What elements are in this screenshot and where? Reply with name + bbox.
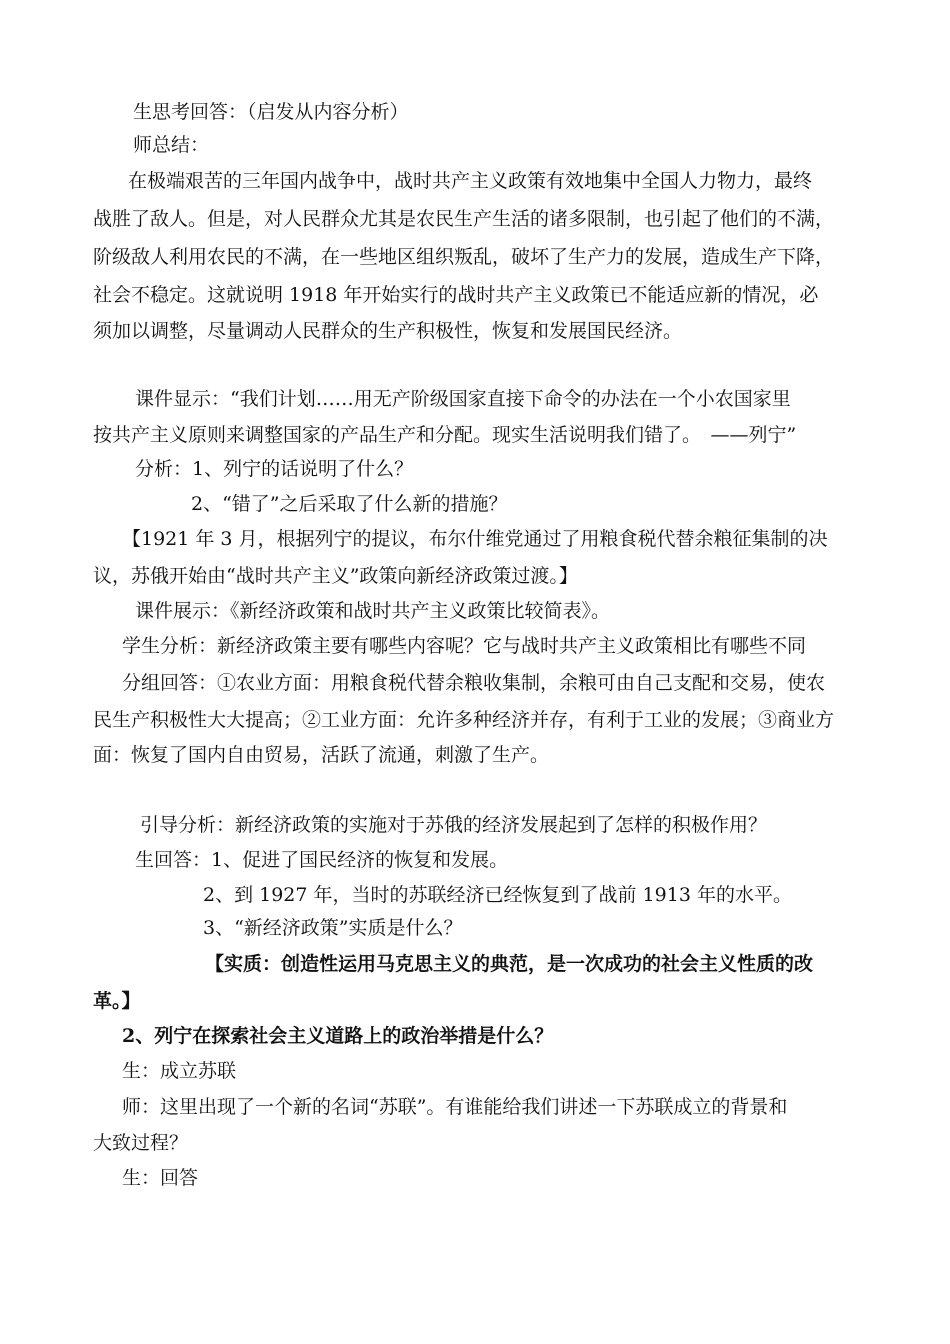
slide-comparison-table-line: 课件展示：《新经济政策和战时共产主义政策比较简表》。 [135, 600, 611, 622]
slide-quote-line-2: 按共产主义原则来调整国家的产品生产和分配。现实生活说明我们错了。 ——列宁” [93, 424, 797, 446]
analysis-question-2: 2、“错了”之后采取了什么新的措施？ [191, 493, 508, 515]
note-1921-line-1: 【1921 年 3 月，根据列宁的提议，布尔什维党通过了用粮食税代替余粮征集制的决 [122, 528, 828, 550]
section-heading-political-measures: 2、列宁在探索社会主义道路上的政治举措是什么？ [122, 1025, 554, 1047]
summary-paragraph-line-4: 社会不稳定。这就说明 1918 年开始实行的战时共产主义政策已不能适应新的情况，必 [93, 284, 819, 306]
student-reply-ussr: 生：成立苏联 [122, 1060, 237, 1082]
student-answer-prompt: 生思考回答：（启发从内容分析） [133, 101, 409, 123]
summary-paragraph-line-5: 须加以调整，尽量调动人民群众的生产积极性，恢复和发展国民经济。 [93, 320, 683, 342]
note-1921-line-2: 议，苏俄开始由“战时共产主义”政策向新经济政策过渡。】 [93, 565, 578, 587]
summary-paragraph-line-1: 在极端艰苦的三年国内战争中，战时共产主义政策有效地集中全国人力物力，最终 [128, 170, 813, 192]
teacher-question-line-2: 大致过程？ [93, 1132, 189, 1154]
teacher-question-line-1: 师：这里出现了一个新的名词“苏联”。有谁能给我们讲述一下苏联成立的背景和 [122, 1096, 788, 1118]
teacher-summary-label: 师总结： [133, 134, 210, 156]
group-answer-line-3: 面：恢复了国内自由贸易，活跃了流通，刺激了生产。 [93, 744, 550, 766]
analysis-question-1: 分析：1、列宁的话说明了什么？ [135, 458, 414, 480]
student-answer-1: 生回答：1、促进了国民经济的恢复和发展。 [135, 849, 509, 871]
student-analysis-line: 学生分析：新经济政策主要有哪些内容呢？它与战时共产主义政策相比有哪些不同 [122, 635, 807, 657]
guided-analysis-question: 引导分析：新经济政策的实施对于苏俄的经济发展起到了怎样的积极作用？ [140, 814, 768, 836]
essence-note-line-2: 革。】 [93, 990, 141, 1012]
slide-quote-line-1: 课件显示：“我们计划……用无产阶级国家直接下命令的办法在一个小农国家里 [135, 388, 791, 410]
essence-note-line-1: 【实质：创造性运用马克思主义的典范，是一次成功的社会主义性质的改 [205, 953, 814, 975]
student-answer-2: 2、到 1927 年，当时的苏联经济已经恢复到了战前 1913 年的水平。 [203, 884, 792, 906]
student-reply-answer: 生：回答 [122, 1167, 199, 1189]
summary-paragraph-line-3: 阶级敌人利用农民的不满，在一些地区组织叛乱，破坏了生产力的发展，造成生产下降， [93, 246, 835, 268]
group-answer-line-1: 分组回答：①农业方面：用粮食税代替余粮收集制，余粮可由自己支配和交易，使农 [122, 672, 826, 694]
summary-paragraph-line-2: 战胜了敌人。但是，对人民群众尤其是农民生产生活的诸多限制，也引起了他们的不满， [93, 208, 835, 230]
student-answer-3: 3、“新经济政策”实质是什么？ [203, 917, 463, 939]
group-answer-line-2: 民生产积极性大大提高；②工业方面：允许多种经济并存，有利于工业的发展；③商业方 [93, 709, 835, 731]
